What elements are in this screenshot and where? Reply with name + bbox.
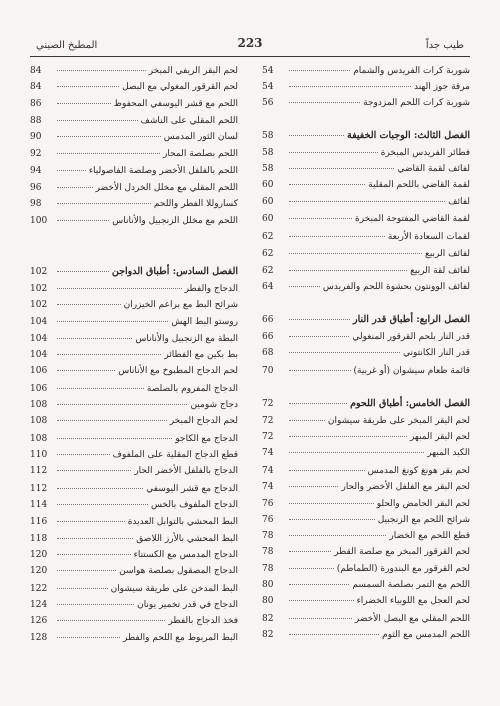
toc-entry-title: لحم القرقور مع البندورة (الطماطم) [336, 564, 470, 574]
toc-page-number: 120 [30, 550, 48, 560]
toc-dot-leader [57, 488, 143, 489]
toc-page-number: 58 [262, 131, 274, 141]
toc-entry [30, 350, 238, 364]
toc-entry [30, 284, 238, 298]
toc-page-number: 60 [262, 214, 274, 224]
toc-entry-title: دجاج شومين [190, 400, 238, 410]
toc-dot-leader [57, 153, 160, 154]
toc-chapter-heading [30, 266, 238, 280]
toc-page-number: 62 [262, 266, 274, 276]
toc-entry-title: لحم الدجاج المبخر [169, 416, 238, 426]
toc-entry-title: شرائح اللحم مع الزنجبيل [377, 515, 470, 525]
toc-dot-leader [57, 404, 187, 405]
toc-page-number: 72 [262, 416, 274, 426]
toc-entry [30, 116, 238, 130]
toc-dot-leader [289, 184, 365, 185]
toc-dot-leader [289, 168, 394, 169]
toc-entry-title: اللحم بالفلفل الأخضر وصلصة الفاصولياء [88, 166, 238, 176]
toc-dot-leader [57, 354, 161, 355]
toc-dot-leader [289, 352, 400, 353]
toc-entry [262, 82, 470, 96]
toc-dot-leader [57, 220, 109, 221]
toc-entry-title: الكبد المبهر [427, 448, 470, 458]
toc-dot-leader [289, 420, 325, 421]
toc-dot-leader [57, 288, 182, 289]
toc-page-number: 78 [262, 564, 274, 574]
toc-entry [262, 580, 470, 594]
toc-entry-title: لفائف لقة الربيع [410, 266, 470, 276]
toc-entry-title: لقمة القاضي باللحم المقلية [368, 180, 470, 190]
toc-entry [30, 166, 238, 180]
toc-entry-title: البط المربوط مع اللحم والفطر [123, 633, 238, 643]
toc-dot-leader [289, 452, 424, 453]
toc-page-number: 120 [30, 566, 48, 576]
toc-page-number: 60 [262, 197, 274, 207]
toc-entry-title: اللحم بصلصة المحار [162, 149, 238, 159]
toc-dot-leader [57, 521, 125, 522]
toc-entry [30, 132, 238, 146]
toc-page-number: 102 [30, 300, 48, 310]
toc-entry-title: الدجاج مع الكاجو [175, 434, 238, 444]
toc-entry-title: لحم القرقور المبخر مع صلصة القطر [334, 547, 470, 557]
toc-entry-title: الدجاج في قدر تخمير يونان [137, 600, 238, 610]
toc-entry-title: كساروللا الفطر واللحم [153, 199, 238, 209]
toc-entry-title: لفائف [448, 197, 470, 207]
toc-entry-title: شرائح البط مع براعم الخيزران [123, 300, 238, 310]
toc-entry-title: اللحم المقلي على الناشف [140, 116, 238, 126]
toc-entry [262, 180, 470, 194]
toc-entry-title: لحم القرقور المغولي مع البصل [122, 82, 238, 92]
running-header-left: المطبخ الصيني [36, 40, 98, 51]
toc-dot-leader [289, 634, 379, 635]
toc-entry-title: قطع اللحم مع الخضار [389, 531, 470, 541]
toc-entry-title: لقمة القاضي المفتوحة المبخرة [355, 214, 470, 224]
toc-entry-title: لفائف الربيع [425, 249, 470, 259]
toc-page-number: 94 [30, 166, 42, 176]
toc-entry-title: الدجاج والفطر [184, 284, 238, 294]
toc-entry-title: الدجاج المفروم بالصلصة [146, 384, 238, 394]
toc-entry-title: الدجاج المصقول بصلصة هواسن [119, 566, 238, 576]
toc-entry [262, 416, 470, 430]
toc-entry [30, 500, 238, 514]
toc-dot-leader [57, 338, 132, 339]
toc-page-number: 84 [30, 66, 42, 76]
toc-entry-title: لحم الدجاج المطبوخ مع الأناناس [118, 366, 238, 376]
toc-entry [262, 547, 470, 561]
toc-entry [262, 466, 470, 480]
toc-entry [30, 216, 238, 230]
toc-page-number: 88 [30, 116, 42, 126]
toc-entry-title: لحم البقر المبهر [409, 432, 470, 442]
toc-dot-leader [57, 538, 133, 539]
toc-dot-leader [57, 504, 148, 505]
toc-page-number: 58 [262, 148, 274, 158]
toc-entry-title: لسان الثور المدمس [163, 132, 238, 142]
toc-entry [262, 249, 470, 263]
toc-entry-title: الفصل السادس: أطباق الدواجن [111, 266, 238, 277]
toc-entry [30, 366, 238, 380]
toc-entry-title: قدر النار الكانتوني [403, 348, 470, 358]
toc-dot-leader [57, 70, 146, 71]
toc-entry-title: اللحم مع مخلل الزنجبيل والأناناس [112, 216, 238, 226]
toc-entry-title: شوربة كرات اللحم المزدوجة [363, 98, 470, 108]
toc-dot-leader [57, 304, 121, 305]
toc-entry [262, 148, 470, 162]
toc-page-number: 100 [30, 216, 48, 226]
toc-entry [30, 82, 238, 96]
toc-entry-title: اللحم المقلي مع مخلل الخردل الأخضر [95, 183, 238, 193]
toc-entry-title: اللحم مع التمر بصلصة السمسم [352, 580, 470, 590]
toc-entry [30, 550, 238, 564]
toc-entry-title: قطع الدجاج المقلية على الملفوف [112, 450, 238, 460]
toc-entry [262, 366, 470, 380]
toc-page-number: 54 [262, 66, 274, 76]
toc-dot-leader [57, 637, 120, 638]
toc-entry [262, 432, 470, 446]
page-number: 223 [237, 36, 263, 50]
toc-page-number: 70 [262, 366, 274, 376]
toc-entry-title: قائمة طعام سيشوان (أو غربية) [353, 366, 470, 376]
toc-dot-leader [57, 438, 172, 439]
toc-entry [30, 517, 238, 531]
toc-dot-leader [289, 551, 331, 552]
toc-page-number: 122 [30, 584, 48, 594]
toc-entry [30, 466, 238, 480]
toc-dot-leader [289, 403, 347, 404]
toc-dot-leader [57, 620, 165, 621]
toc-entry [262, 482, 470, 496]
toc-entry [262, 332, 470, 346]
toc-page-number: 126 [30, 616, 48, 626]
toc-page-number: 66 [262, 332, 274, 342]
toc-page-number: 64 [262, 282, 274, 292]
toc-entry-title: اللحم المدمس مع الثوم [382, 630, 470, 640]
toc-dot-leader [57, 103, 111, 104]
toc-entry-title: لحم البقر الحامض والحلو [376, 499, 470, 509]
toc-page-number: 68 [262, 348, 274, 358]
toc-entry [30, 199, 238, 213]
toc-chapter-heading [262, 130, 470, 144]
toc-entry-title: الدجاج الملفوف بالخس [150, 500, 238, 510]
toc-page-number: 56 [262, 98, 274, 108]
toc-dot-leader [57, 454, 110, 455]
toc-dot-leader [289, 152, 378, 153]
toc-entry [262, 348, 470, 362]
toc-page-number: 118 [30, 534, 48, 544]
toc-dot-leader [289, 286, 320, 287]
toc-dot-leader [289, 503, 374, 504]
toc-page-number: 74 [262, 482, 274, 492]
toc-entry [30, 66, 238, 80]
toc-entry [30, 416, 238, 430]
toc-page-number: 124 [30, 600, 48, 610]
toc-dot-leader [289, 253, 422, 254]
toc-dot-leader [57, 388, 144, 389]
toc-entry [262, 214, 470, 228]
toc-entry [30, 566, 238, 580]
toc-dot-leader [289, 618, 352, 619]
toc-entry-title: مرقة جوز الهند [413, 82, 470, 92]
toc-entry-title: لحم بقر هونغ كونغ المدمس [367, 466, 470, 476]
toc-entry [30, 149, 238, 163]
toc-page-number: 102 [30, 284, 48, 294]
toc-entry [262, 164, 470, 178]
toc-entry [262, 564, 470, 578]
running-header-right: طيب جداً [425, 40, 464, 51]
toc-dot-leader [289, 436, 407, 437]
toc-dot-leader [57, 86, 119, 87]
toc-entry [262, 232, 470, 246]
toc-entry [30, 450, 238, 464]
toc-page-number: 112 [30, 484, 48, 494]
toc-page-number: 72 [262, 432, 274, 442]
toc-page-number: 108 [30, 400, 48, 410]
toc-page-number: 102 [30, 267, 48, 277]
toc-dot-leader [289, 135, 344, 136]
toc-page-number: 104 [30, 350, 48, 360]
toc-dot-leader [289, 535, 386, 536]
toc-entry-title: لحم البقر الريفي المبخر [148, 66, 238, 76]
toc-entry [262, 282, 470, 296]
toc-dot-leader [289, 600, 354, 601]
toc-entry-title: اللحم المقلي مع البصل الأخضر [354, 614, 470, 624]
toc-entry [262, 448, 470, 462]
toc-entry [30, 384, 238, 398]
toc-entry [30, 99, 238, 113]
toc-page-number: 92 [30, 149, 42, 159]
toc-page-number: 104 [30, 317, 48, 327]
toc-page-number: 98 [30, 199, 42, 209]
toc-entry-title: البط المحشي بالتوابل العديدة [127, 517, 238, 527]
toc-entry-title: لحم البقر مع الفلفل الأخضر والحار [341, 482, 470, 492]
toc-page-number: 62 [262, 249, 274, 259]
toc-page-number: 78 [262, 547, 274, 557]
toc-entry-title: فخذ الدجاج بالفطر [168, 616, 238, 626]
toc-dot-leader [57, 136, 161, 137]
toc-dot-leader [57, 570, 116, 571]
toc-entry [262, 596, 470, 610]
toc-dot-leader [289, 70, 350, 71]
toc-page-number: 116 [30, 517, 48, 527]
toc-entry [30, 534, 238, 548]
toc-dot-leader [289, 102, 360, 103]
toc-entry-title: الدجاج المدمس مع الكستناء [133, 550, 238, 560]
toc-entry-title: لحم العجل مع اللوبياء الخضراء [356, 596, 470, 606]
toc-dot-leader [57, 120, 138, 121]
toc-entry [262, 630, 470, 644]
toc-entry [30, 616, 238, 630]
toc-dot-leader [57, 420, 167, 421]
toc-page-number: 80 [262, 580, 274, 590]
toc-dot-leader [289, 218, 352, 219]
toc-entry-title: الفصل الخامس: أطباق اللحوم [350, 398, 470, 409]
toc-dot-leader [289, 568, 334, 569]
toc-page-number: 54 [262, 82, 274, 92]
toc-page-number: 82 [262, 630, 274, 640]
toc-dot-leader [289, 370, 351, 371]
toc-page-number: 58 [262, 164, 274, 174]
header-rule [30, 56, 470, 57]
toc-dot-leader [289, 486, 338, 487]
toc-dot-leader [57, 170, 86, 171]
toc-entry [30, 584, 238, 598]
toc-dot-leader [289, 86, 411, 87]
toc-entry [30, 334, 238, 348]
toc-entry [30, 484, 238, 498]
toc-entry [262, 499, 470, 513]
toc-entry-title: الفصل الرابع: أطباق قدر النار [353, 314, 470, 325]
toc-dot-leader [57, 187, 93, 188]
toc-page-number: 74 [262, 448, 274, 458]
toc-page-number: 104 [30, 334, 48, 344]
toc-page-number: 110 [30, 450, 48, 460]
toc-dot-leader [289, 236, 385, 237]
toc-entry-title: لقمات السعادة الأربعة [387, 232, 470, 242]
toc-dot-leader [289, 319, 350, 320]
toc-entry-title: اللحم مع قشر اليوسفي المحفوظ [113, 99, 238, 109]
toc-dot-leader [57, 554, 131, 555]
toc-entry [262, 515, 470, 529]
toc-dot-leader [57, 321, 168, 322]
toc-page-number: 72 [262, 399, 274, 409]
toc-entry [30, 400, 238, 414]
toc-dot-leader [289, 470, 365, 471]
toc-dot-leader [289, 336, 349, 337]
toc-dot-leader [289, 201, 445, 202]
toc-dot-leader [57, 470, 131, 471]
toc-page-number: 108 [30, 434, 48, 444]
toc-entry-title: قدر النار بلحم القرقور المنغولي [352, 332, 470, 342]
toc-page-number: 106 [30, 384, 48, 394]
toc-entry-title: شوربة كرات الفريدس والشمام [353, 66, 470, 76]
toc-page-number: 76 [262, 515, 274, 525]
toc-dot-leader [57, 604, 134, 605]
toc-page-number: 78 [262, 531, 274, 541]
toc-page-number: 114 [30, 500, 48, 510]
toc-page-number: 76 [262, 499, 274, 509]
toc-entry-title: الدجاج مع قشر اليوسفي [146, 484, 238, 494]
toc-entry [30, 434, 238, 448]
toc-page-number: 82 [262, 614, 274, 624]
toc-page-number: 60 [262, 180, 274, 190]
toc-page-number: 112 [30, 466, 48, 476]
toc-entry-title: لفائف لقمة القاضي [397, 164, 470, 174]
toc-page-number: 74 [262, 466, 274, 476]
toc-entry-title: روستو البط الهش [171, 317, 238, 327]
toc-page-number: 96 [30, 183, 42, 193]
toc-entry-title: لفائف الوونتون بحشوة اللحم والفريدس [322, 282, 470, 292]
toc-page-number: 108 [30, 416, 48, 426]
toc-entry-title: بط بكين مع الفطائر [164, 350, 238, 360]
toc-entry-title: البط المحشي بالأرز اللاصق [136, 534, 238, 544]
toc-entry [30, 600, 238, 614]
toc-chapter-heading [262, 398, 470, 412]
toc-entry [262, 266, 470, 280]
toc-page-number: 80 [262, 596, 274, 606]
toc-dot-leader [289, 584, 349, 585]
toc-entry-title: الفصل الثالث: الوجبات الخفيفة [347, 130, 470, 141]
toc-page-number: 66 [262, 315, 274, 325]
toc-entry-title: الدجاج بالفلفل الأخضر الحار [134, 466, 238, 476]
toc-page-number: 106 [30, 366, 48, 376]
toc-dot-leader [57, 588, 108, 589]
toc-dot-leader [289, 519, 375, 520]
toc-dot-leader [57, 370, 115, 371]
toc-entry [30, 633, 238, 647]
toc-entry [262, 66, 470, 80]
toc-page-number: 62 [262, 232, 274, 242]
toc-entry [30, 317, 238, 331]
toc-entry-title: البطة مع الزنجبيل والأناناس [135, 334, 238, 344]
toc-entry-title: البط المدخن على طريقة سيشوان [110, 584, 238, 594]
toc-entry [262, 98, 470, 112]
toc-page-number: 90 [30, 132, 42, 142]
toc-entry-title: لحم البقر المبخر على طريقة سيشوان [327, 416, 470, 426]
toc-chapter-heading [262, 314, 470, 328]
toc-dot-leader [57, 271, 109, 272]
toc-page-number: 86 [30, 99, 42, 109]
toc-entry [30, 300, 238, 314]
toc-page-number: 128 [30, 633, 48, 643]
toc-entry [262, 531, 470, 545]
toc-dot-leader [289, 270, 407, 271]
toc-entry [30, 183, 238, 197]
toc-entry [262, 197, 470, 211]
toc-dot-leader [57, 203, 151, 204]
toc-entry-title: فطائر الفريدس المبخرة [380, 148, 470, 158]
toc-page-number: 84 [30, 82, 42, 92]
toc-entry [262, 614, 470, 628]
